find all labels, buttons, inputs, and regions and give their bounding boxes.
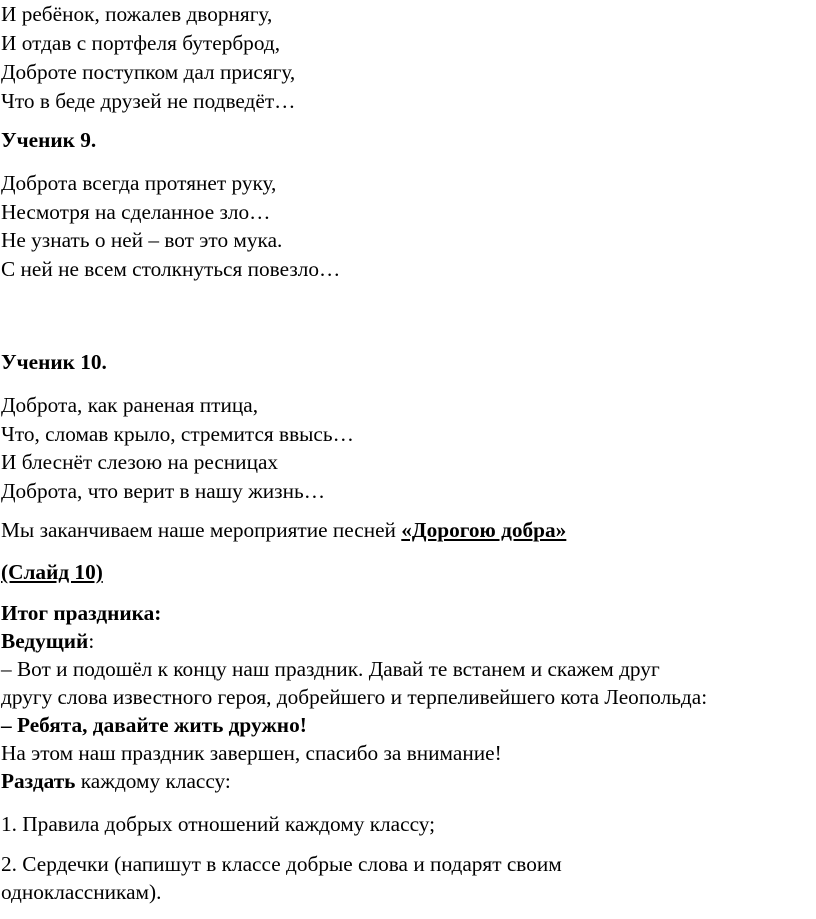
- host-label: Ведущий: [1, 629, 89, 653]
- poem-line: Доброта, как раненая птица,: [1, 393, 259, 417]
- student-10-heading: Ученик 10.: [1, 350, 107, 374]
- host-line: [1, 627, 94, 655]
- speech-line: другу слова известного героя, добрейшего и терпеливейшего кота Леопольда:: [1, 685, 708, 709]
- student-9-heading: Ученик 9.: [1, 128, 97, 152]
- poem-line: Доброта всегда протянет руку,: [1, 171, 277, 195]
- poem-line: Что, сломав крыло, стремится ввысь…: [1, 422, 354, 446]
- song-title: «Дорогою добра»: [401, 518, 567, 542]
- list-item: 1. Правила добрых отношений каждому классу;: [1, 812, 436, 836]
- thanks-line: На этом наш праздник завершен, спасибо за внимание!: [1, 741, 502, 765]
- summary-heading: Итог праздника:: [1, 601, 162, 625]
- slide-reference: (Слайд 10): [1, 560, 103, 584]
- poem-line: Доброте поступком дал присягу,: [1, 60, 296, 84]
- handout-text: каждому классу:: [75, 769, 231, 793]
- closing-paragraph: [1, 516, 566, 544]
- motto-line: – Ребята, давайте жить дружно!: [1, 713, 307, 737]
- host-colon: :: [88, 629, 95, 653]
- closing-text: Мы заканчиваем наше мероприятие песней: [1, 518, 402, 542]
- poem-line: И отдав с портфеля бутерброд,: [1, 31, 281, 55]
- list-item: 2. Сердечки (напишут в классе добрые слова и подарят своим: [1, 852, 562, 876]
- poem-line: Доброта, что верит в нашу жизнь…: [1, 479, 325, 503]
- poem-line: Что в беде друзей не подведёт…: [1, 89, 296, 113]
- speech-line: – Вот и подошёл к концу наш праздник. Давай те встанем и скажем друг: [1, 657, 660, 681]
- poem-line: И ребёнок, пожалев дворнягу,: [1, 2, 273, 26]
- poem-line: И блеснёт слезою на ресницах: [1, 450, 279, 474]
- poem-line: Несмотря на сделанное зло…: [1, 200, 271, 224]
- handout-label: Раздать: [1, 769, 76, 793]
- poem-line: Не узнать о ней – вот это мука.: [1, 228, 283, 252]
- handout-line: [1, 767, 231, 795]
- poem-line: С ней не всем столкнуться повезло…: [1, 257, 341, 281]
- list-item: одноклассникам).: [1, 880, 162, 904]
